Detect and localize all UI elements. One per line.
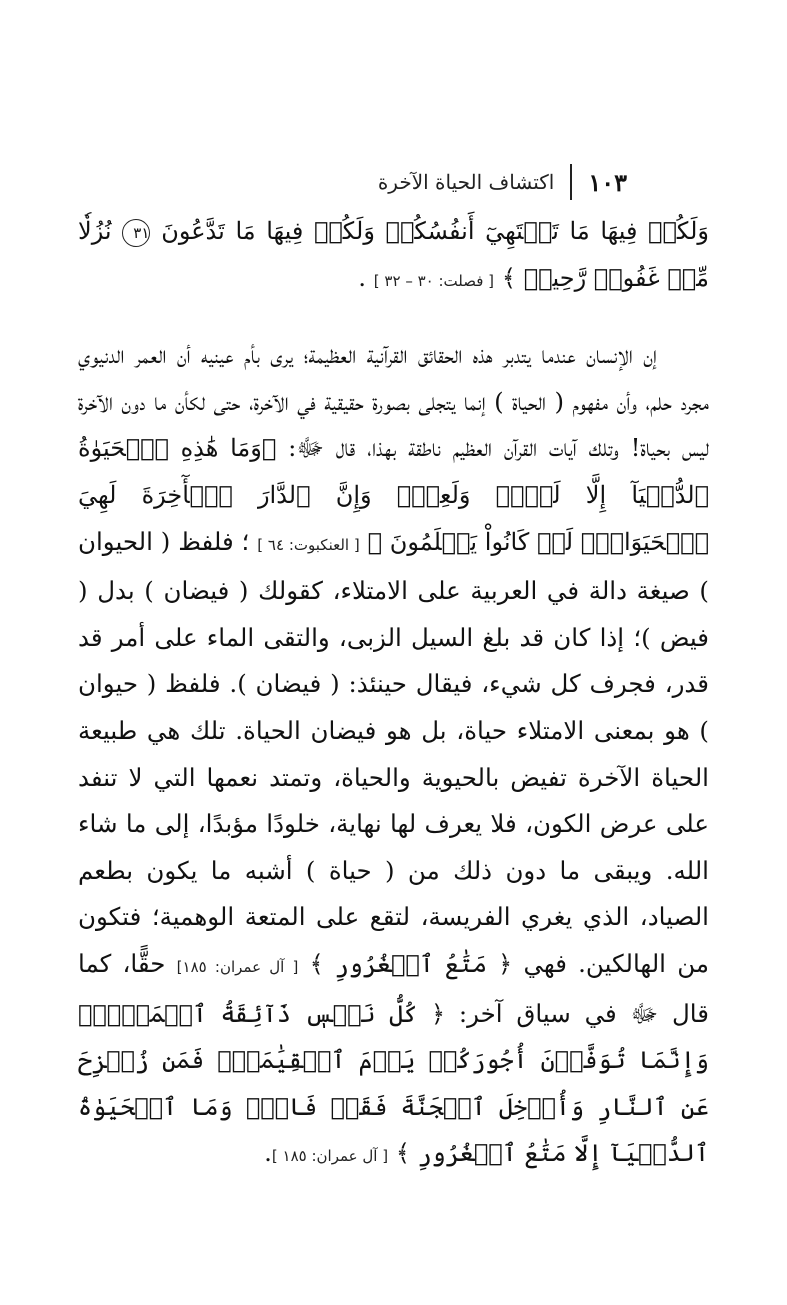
body-text-2: ؛ فلفظ ( الحيوان ) صيغة دالة في العربية على الامتلاء، كقولك ( فيضان ) بدل ( فيض )؛ إذا كان قد بلغ السيل الزبى، والتقى الماء على أمر قد قدر، فجرف كل شيء، فيقال حينئذ: ( فيضان ). فلفظ ( حيوان ) هو بمعنى الامتلاء حياة، بل هو فيضان الحياة. تلك هي طبيعة الحياة الآخرة تفيض بالحيوية والحياة، وتمتد نعمها التي لا تنفد على عرض الكون، فلا يعرف لها نهاية، خلودًا مؤبدًا، إلى ما شاء الله. ويبقى ما دون ذلك من ( حياة ) أشبه ما يكون بطعم الصياد، الذي يغري الفريسة، لتقع على المتعة الوهمية؛ فتكون من الهالكين. فهي bbox=[78, 526, 709, 978]
running-header bbox=[160, 160, 627, 204]
quran-quote-ankabut: ﴿وَمَا هَٰذِهِ ٱلۡحَيَوٰةُ ٱلدُّنۡيَآ إِلَّا لَهۡوٞ وَلَعِبٞۚ وَإِنَّ ٱلدَّارَ ٱلۡأٓخِرَةَ لَهِيَ ٱلۡحَيَوَانُۚ لَوۡ كَانُواْ يَعۡلَمُونَ ﴾ bbox=[78, 434, 709, 556]
header-separator bbox=[570, 164, 572, 200]
quran-quote-mataa: ﴿ مَتَٰعُ ٱلۡغُرُورِ ﴾ bbox=[309, 949, 513, 978]
page-number: ١٠٣ bbox=[588, 167, 627, 197]
body-text-3: حقًّا، كما قال ﷻ في سياق آخر: bbox=[78, 948, 709, 1028]
quran-verse: وَلَكُمۡ فِيهَا مَا تَشۡتَهِيٓ أَنفُسُكُمۡ وَلَكُمۡ فِيهَا مَا تَدَّعُونَ bbox=[161, 217, 710, 245]
reference-al-imran-1: [ آل عمران: ١٨٥] bbox=[176, 957, 299, 976]
verse-number-mark: ٣١ bbox=[122, 219, 150, 247]
reference-ankabut: [ العنكبوت: ٦٤ ] bbox=[257, 535, 360, 554]
quran-close-bracket: ﴾ bbox=[501, 263, 516, 292]
page-content bbox=[78, 208, 709, 1180]
reference-al-imran-2: [ آل عمران: ١٨٥ ] bbox=[271, 1147, 389, 1166]
chapter-title: اكتشاف الحياة الآخرة bbox=[377, 170, 555, 194]
body-paragraph bbox=[78, 332, 709, 1180]
quran-quote-al-imran: ﴿ كُلُّ نَفۡسٖ ذَآئِقَةُ ٱلۡمَوۡتِۗ وَإِنَّمَا تُوَفَّوۡنَ أُجُورَكُمۡ يَوۡمَ ٱلۡقِيَٰمَةِۖ فَمَن زُحۡزِحَ عَنِ ٱلنَّارِ وَأُدۡخِلَ ٱلۡجَنَّةَ فَقَدۡ فَازَۗ وَمَا ٱلۡحَيَوٰةُ ٱلدُّنۡيَآ إِلَّا مَتَٰعُ ٱلۡغُرُورِ ﴾ bbox=[78, 999, 709, 1168]
verse-reference: [ فصلت: ٣٠ – ٣٢ ] bbox=[373, 271, 495, 290]
body-text-1: إن الإنسان عندما يتدبر هذه الحقائق القرآنية العظيمة؛ يرى بأم عينيه أن العمر الدنيوي مجرد حلم، وأن مفهوم ( الحياة ) إنما يتجلى بصورة حقيقية في الآخرة، حتى لكأن ما دون الآخرة ليس بحياة! وتلك آيات القرآن العظيم ناطقة بهذا، قال ﷻ: bbox=[78, 340, 709, 463]
quran-verse-continued: نُزُلٗا مِّنۡ غَفُورٖ رَّحِيمٖ bbox=[78, 217, 709, 292]
body-end: . bbox=[264, 1138, 272, 1168]
intro-verse-block bbox=[78, 208, 709, 304]
intro-end: . bbox=[358, 262, 366, 292]
